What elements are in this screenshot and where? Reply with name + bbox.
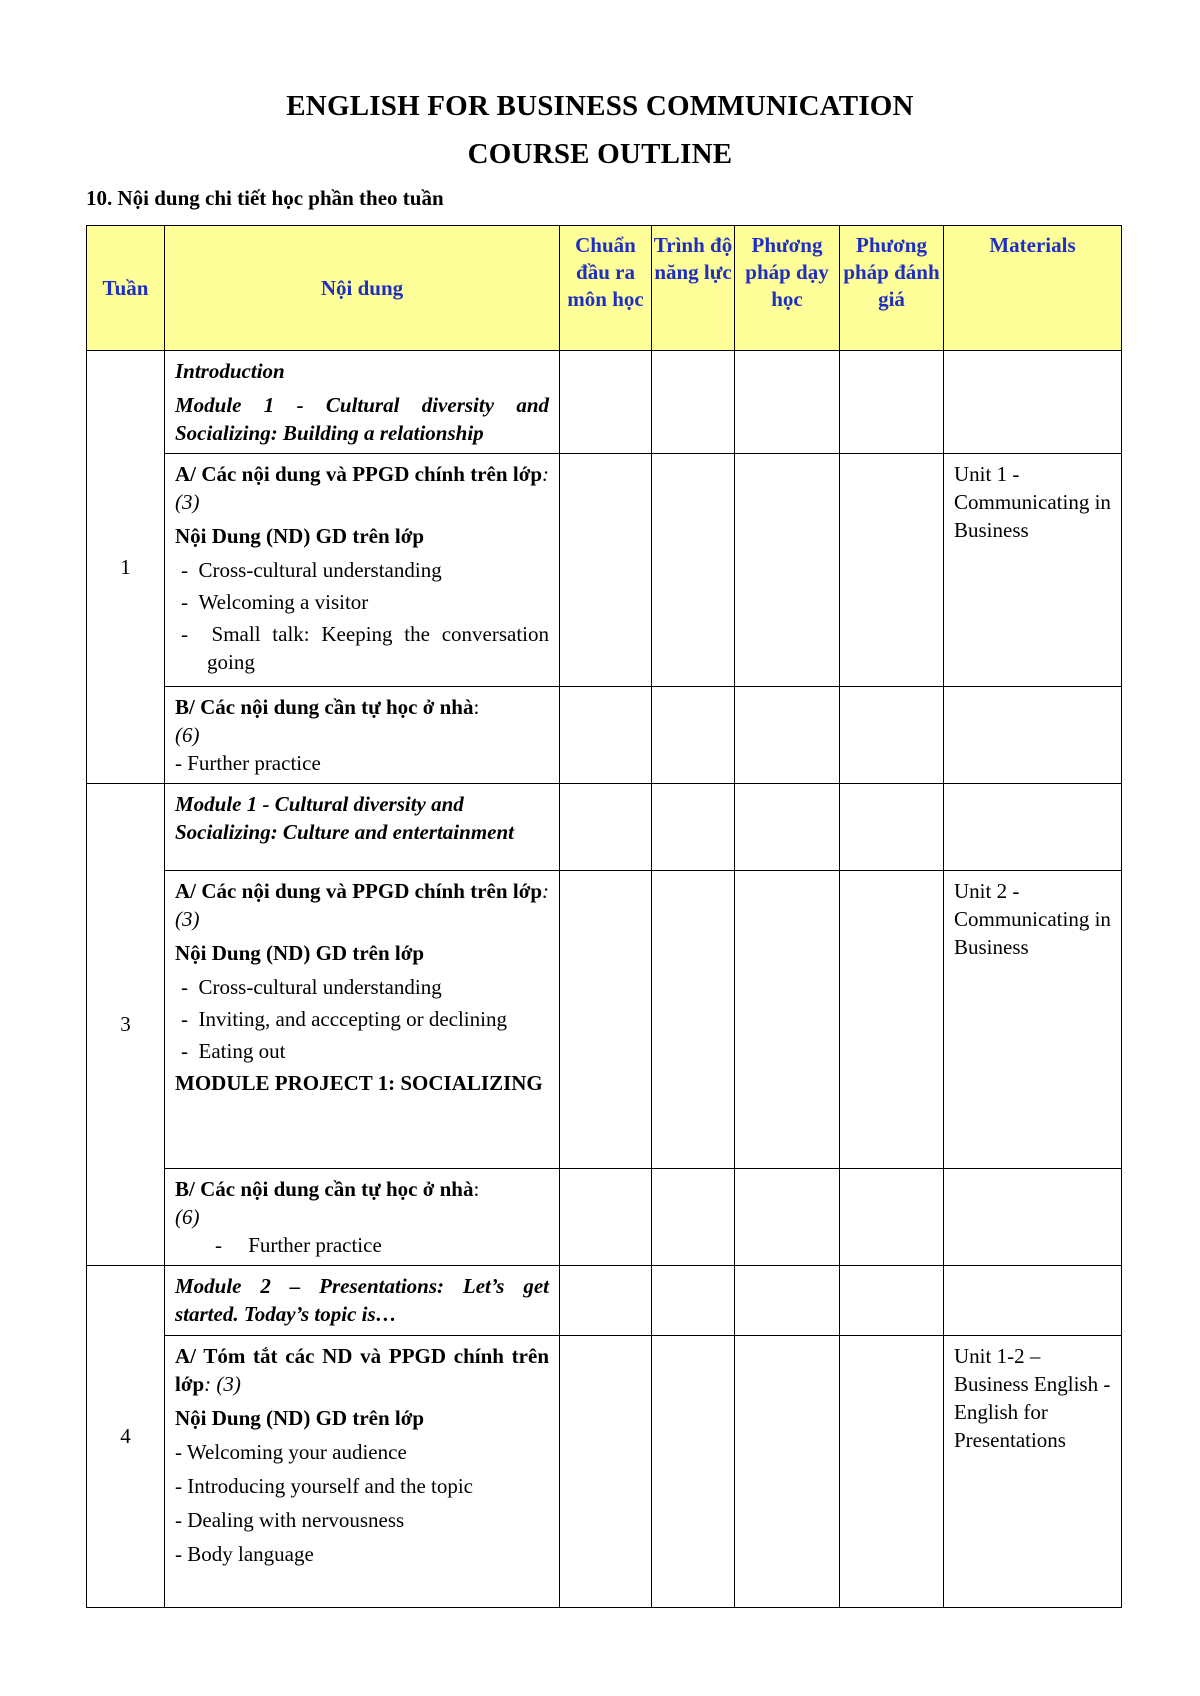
document-subtitle: COURSE OUTLINE [467,138,733,170]
list-item: - Dealing with nervousness [175,1508,405,1532]
class-heading: A/ Các nội dung và PPGD chính trên lớp [175,462,542,486]
class-content-cell [165,871,560,1169]
week-number: 4 [87,1266,165,1608]
home-hours: (6) [175,1205,200,1229]
table-row [87,1266,1122,1336]
home-heading: B/ Các nội dung cần tự học ở nhà [175,1177,474,1201]
home-item: - Further practice [215,1233,382,1257]
header-teaching: Phương pháp dạy học [735,226,840,351]
header-content: Nội dung [165,226,560,351]
table-row [87,1336,1122,1608]
list-item: - Cross-cultural understanding [181,975,442,999]
list-item: - Cross-cultural understanding [181,558,442,582]
class-content-cell [165,454,560,687]
table-row [87,687,1122,784]
materials-cell: Unit 2 - Communicating in Business [944,871,1122,1169]
home-item: - Further practice [175,751,321,775]
table-row [87,351,1122,454]
document-title: ENGLISH FOR BUSINESS COMMUNICATION [286,90,914,122]
section-heading: 10. Nội dung chi tiết học phần theo tuần [86,186,444,210]
home-hours: (6) [175,723,200,747]
list-item: - Welcoming your audience [175,1440,407,1464]
module-cell [165,1266,560,1336]
class-hours: : (3) [175,879,549,931]
list-item: - Small talk: Keeping the conversation going [181,622,550,674]
class-hours: : (3) [175,462,549,514]
list-item: - Welcoming a visitor [181,590,369,614]
home-study-cell: B/ Các nội dung cần tự học ở nhà: (6) - Further practice [165,1169,560,1266]
module-intro: Introduction [175,359,285,383]
list-item: - Inviting, and acccepting or declining [181,1007,507,1031]
header-level: Trình độ năng lực [652,226,735,351]
course-outline-table [86,225,1122,1608]
list-item: - Introducing yourself and the topic [175,1474,473,1498]
home-heading: B/ Các nội dung cần tự học ở nhà [175,695,474,719]
list-item: - Eating out [181,1039,286,1063]
list-item: - Body language [175,1542,314,1566]
table-row [87,871,1122,1169]
class-hours: : (3) [204,1372,241,1396]
module-title: Module 1 - Cultural diversity and Socializing: Culture and entertainment [175,792,514,844]
week-number: 1 [87,351,165,784]
class-heading: A/ Tóm tắt các ND và PPGD chính trên lớp [175,1344,549,1396]
header-row [87,226,1122,351]
class-subheading: Nội Dung (ND) GD trên lớp [175,1406,425,1430]
home-study-cell: B/ Các nội dung cần tự học ở nhà: (6) - Further practice [165,687,560,784]
header-materials: Materials [944,226,1122,351]
week-number: 3 [87,784,165,1266]
header-week: Tuần [87,226,165,351]
module-title: Module 1 - Cultural diversity and Socializing: Building a relationship [175,393,549,445]
module-cell [165,351,560,454]
header-assessment: Phương pháp đánh giá [840,226,944,351]
module-cell [165,784,560,871]
class-content-cell [165,1336,560,1608]
header-outcomes: Chuẩn đầu ra môn học [560,226,652,351]
materials-cell: Unit 1-2 – Business English - English for Presentations [944,1336,1122,1608]
module-project: MODULE PROJECT 1: SOCIALIZING [175,1071,543,1095]
module-title: Module 2 – Presentations: Let’s get started. Today’s topic is… [175,1274,549,1326]
class-heading: A/ Các nội dung và PPGD chính trên lớp [175,879,542,903]
materials-cell: Unit 1 - Communicating in Business [944,454,1122,687]
table-row [87,454,1122,687]
class-subheading: Nội Dung (ND) GD trên lớp [175,941,425,965]
table-row [87,1169,1122,1266]
class-subheading: Nội Dung (ND) GD trên lớp [175,524,425,548]
table-row [87,784,1122,871]
